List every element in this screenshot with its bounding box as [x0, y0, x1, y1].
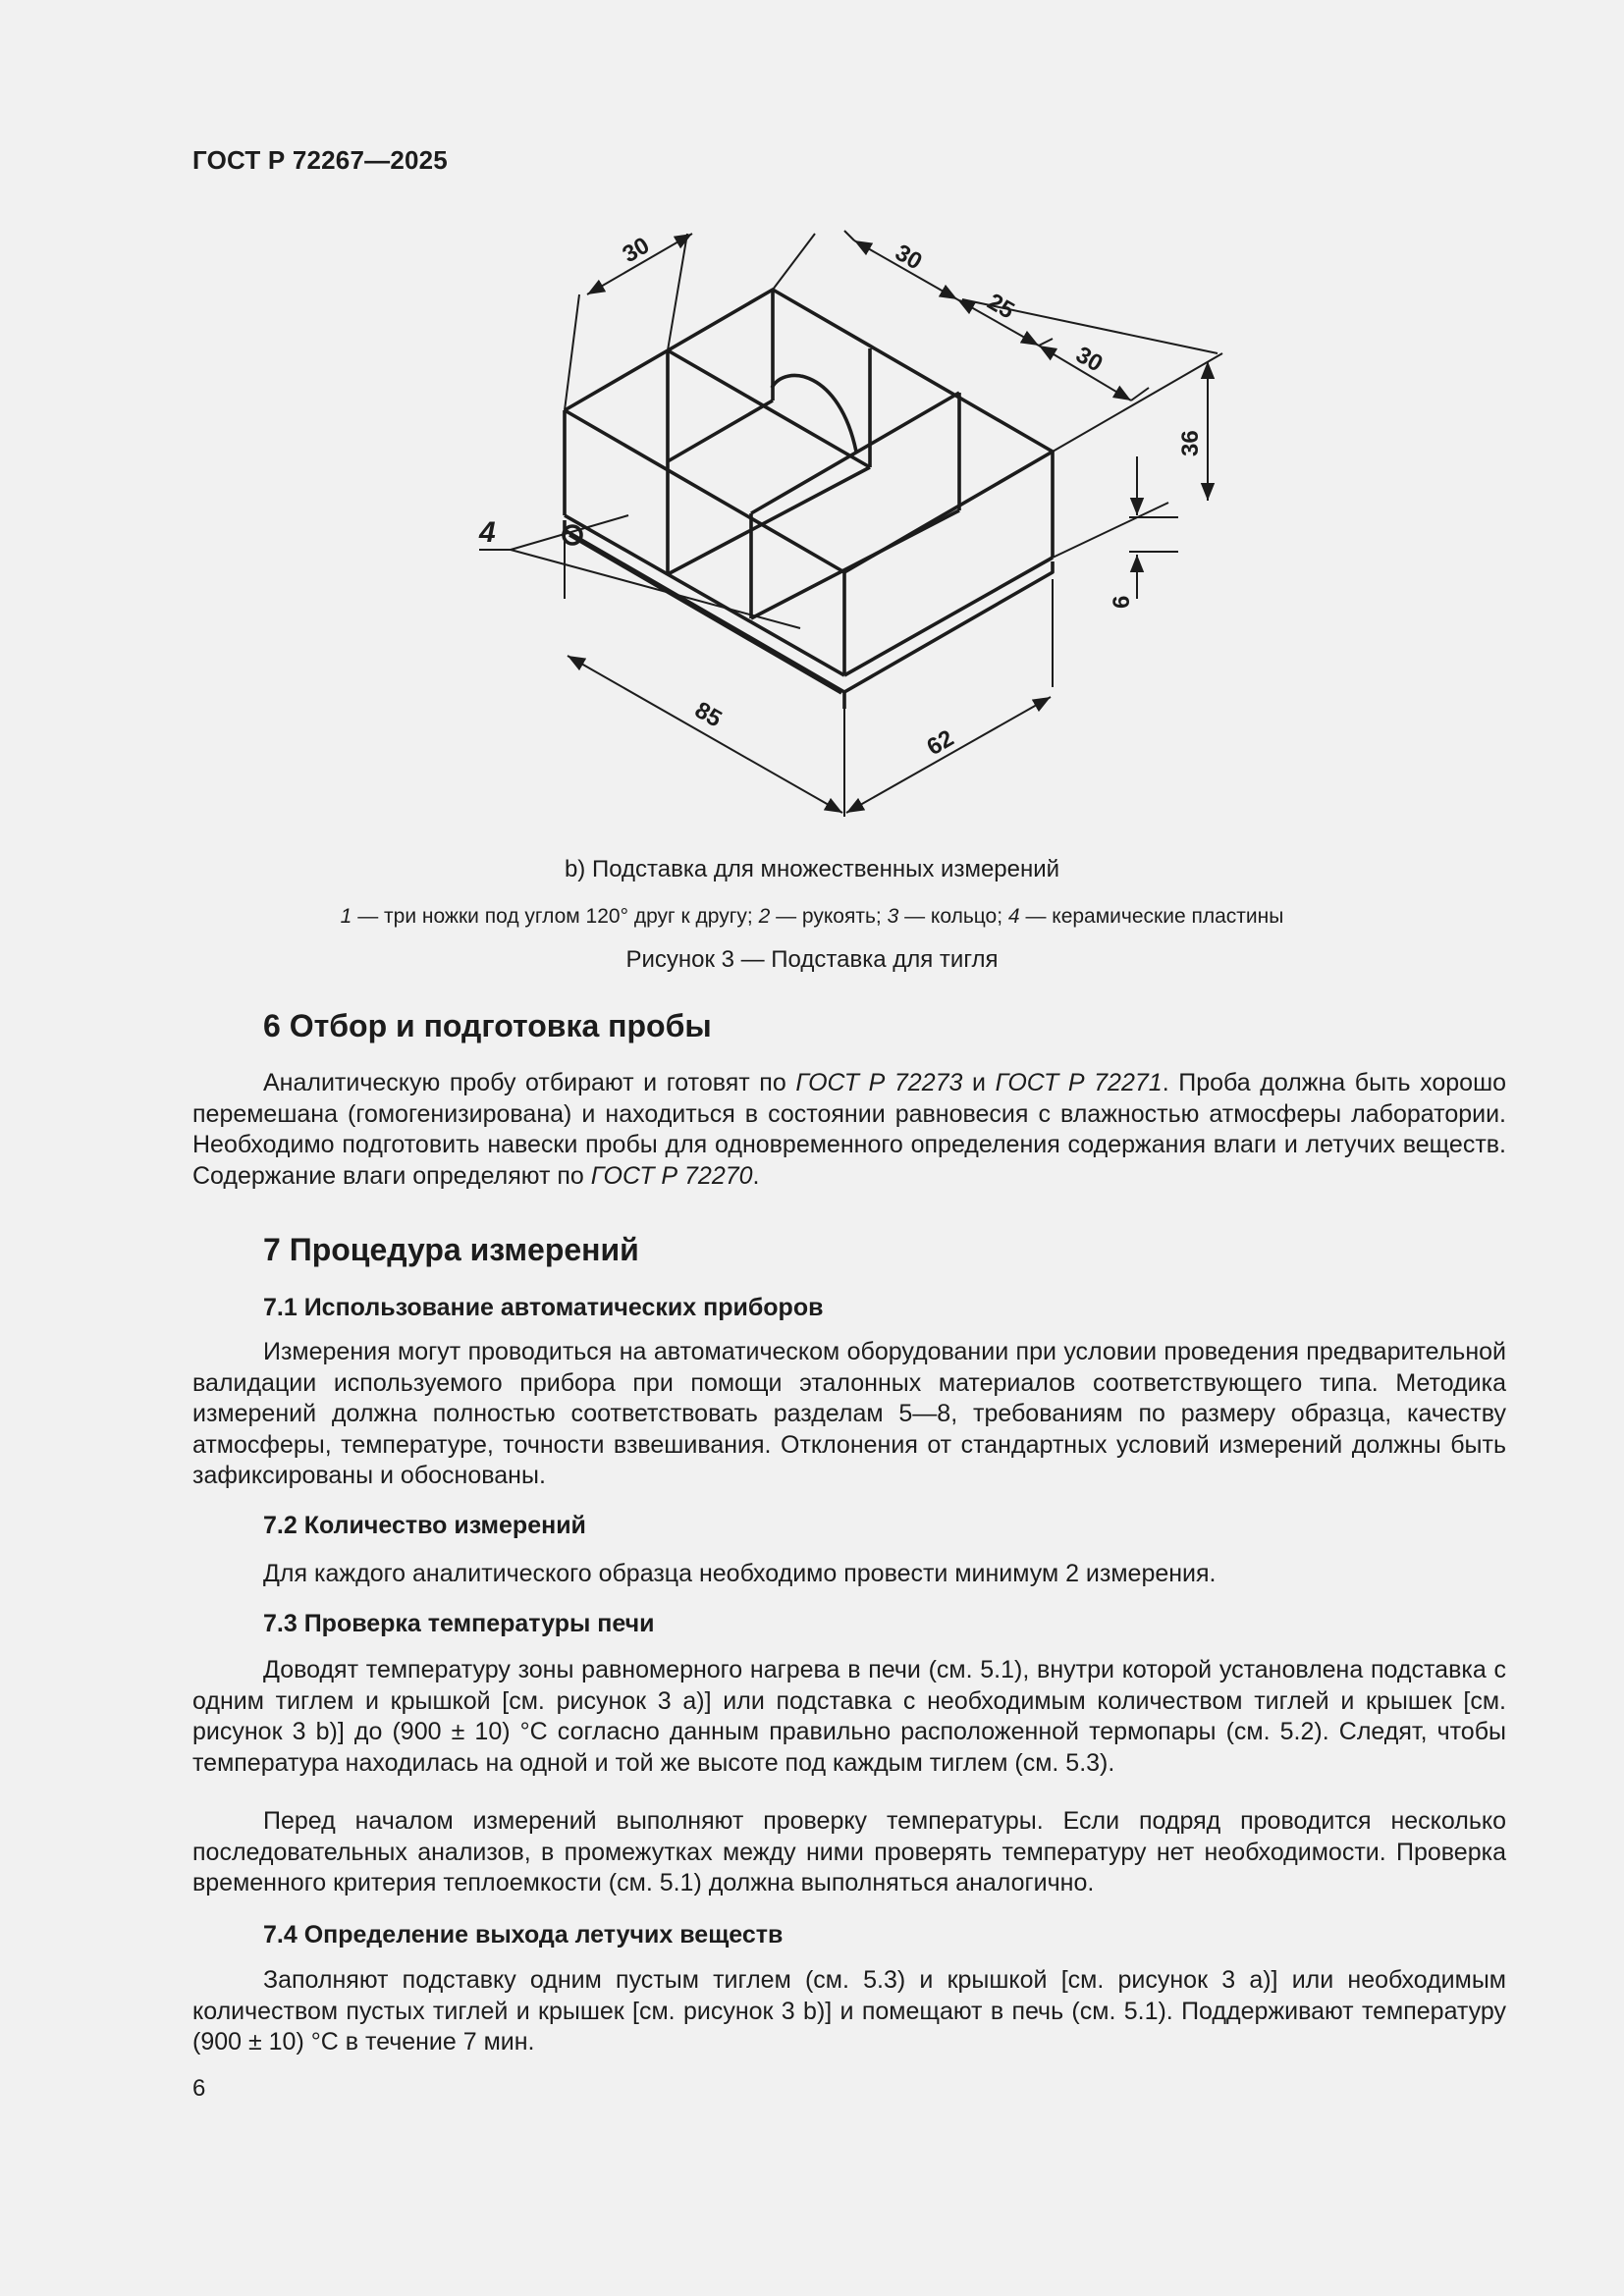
callout-4: 4: [479, 516, 496, 549]
section-6-paragraph: [192, 1068, 1506, 1192]
dim-top-a: 25: [983, 288, 1019, 325]
legend-text-1: — три ножки под углом 120° друг к другу;: [352, 905, 759, 928]
standard-ref: ГОСТ Р 72270: [590, 1161, 753, 1190]
section-6-heading: 6 Отбор и подготовка пробы: [263, 1008, 712, 1043]
figure-legend: [0, 905, 1624, 929]
subsection-7-1-paragraph: Измерения могут проводиться на автоматическом оборудовании при условии проведения предварительной валидации используемого прибора при помощи эталонных материалов соответствующего типа. Методика измерений должна полностью соответствовать разделам 5—8, требованиям по размеру образца, качеству атмосферы, температуре, точности взвешивания. Отклонения от стандартных условий измерений должны быть зафиксированы и обоснованы.: [192, 1338, 1506, 1489]
subsection-7-3-paragraph-1: Доводят температуру зоны равномерного нагрева в печи (см. 5.1), внутри которой установлена подставка с одним тиглем и крышкой [см. рисунок 3 а)] или подставка с необходимым количеством тиглей и крышек [см. рисунок 3 b)] до (900 ± 10) °С согласно данным правильно расположенной термопары (см. 5.2). Следят, чтобы температура находилась на одной и той же высоте под каждым тиглем (см. 5.3).: [192, 1656, 1506, 1777]
legend-num-1: 1: [340, 905, 352, 928]
legend-text-2: — рукоять;: [770, 905, 888, 928]
dim-width: 62: [922, 724, 959, 762]
dimension-lines: [479, 231, 1222, 817]
dim-top-b: 30: [1071, 341, 1108, 378]
section-7-heading: 7 Процедура измерений: [263, 1232, 639, 1267]
subsection-7-3-heading: 7.3 Проверка температуры печи: [263, 1610, 655, 1637]
subsection-7-4-heading: 7.4 Определение выхода летучих веществ: [263, 1921, 784, 1949]
subsection-7-1-heading: 7.1 Использование автоматических приборов: [263, 1294, 824, 1321]
document-header: ГОСТ Р 72267—2025: [192, 145, 448, 175]
dim-top-left: 30: [618, 232, 655, 269]
legend-num-4: 4: [1007, 905, 1020, 928]
subsection-7-2-paragraph: Для каждого аналитического образца необходимо провести минимум 2 измерения.: [263, 1560, 1217, 1587]
dim-top-mid: 30: [891, 239, 927, 276]
dim-foot: 6: [1109, 595, 1135, 609]
crucible-stand-drawing: [452, 216, 1257, 844]
standard-ref: ГОСТ Р 72271: [995, 1069, 1163, 1096]
legend-num-2: 2: [758, 905, 771, 928]
figure-caption: Рисунок 3 — Подставка для тигля: [625, 946, 999, 973]
figure-subcaption: b) Подставка для множественных измерений: [564, 856, 1060, 882]
subsection-7-3-paragraph-2: Перед началом измерений выполняют проверку температуры. Если подряд проводится несколько последовательных анализов, в промежутках между ними проверять температуру нет необходимости. Проверка временного критерия теплоемкости (см. 5.1) должна выполняться аналогично.: [192, 1807, 1506, 1896]
standard-ref: ГОСТ Р 72273: [795, 1069, 963, 1096]
page-number: 6: [192, 2075, 206, 2102]
dim-height: 36: [1177, 430, 1204, 456]
stand-frame: [564, 290, 1053, 709]
text-run: .: [752, 1161, 760, 1190]
subsection-7-4-paragraph: Заполняют подставку одним пустым тиглем (см. 5.3) и крышкой [см. рисунок 3 а)] или необходимым количеством пустых тиглей и крышек [см. рисунок 3 b)] и помещают в печь (см. 5.1). Поддерживают температуру (900 ± 10) °С в течение 7 мин.: [192, 1966, 1506, 2056]
dim-length: 85: [690, 696, 727, 733]
legend-text-3: — кольцо;: [898, 905, 1008, 928]
dimension-labels: [478, 232, 1204, 761]
subsection-7-2-heading: 7.2 Количество измерений: [263, 1512, 586, 1539]
legend-text-4: — керамические пластины: [1019, 905, 1284, 928]
text-run: . Проба должна быть хорошо перемешана (гомогенизирована) и находиться в состоянии равновесия с влажностью атмосферы лаборатории. Необходимо подготовить навески пробы для одновременного определения содержания влаги и летучих веществ. Содержание влаги определяют по: [192, 1069, 1507, 1190]
text-run: и: [962, 1069, 996, 1096]
legend-num-3: 3: [887, 905, 899, 928]
text-run: Аналитическую пробу отбирают и готовят по: [263, 1069, 796, 1096]
